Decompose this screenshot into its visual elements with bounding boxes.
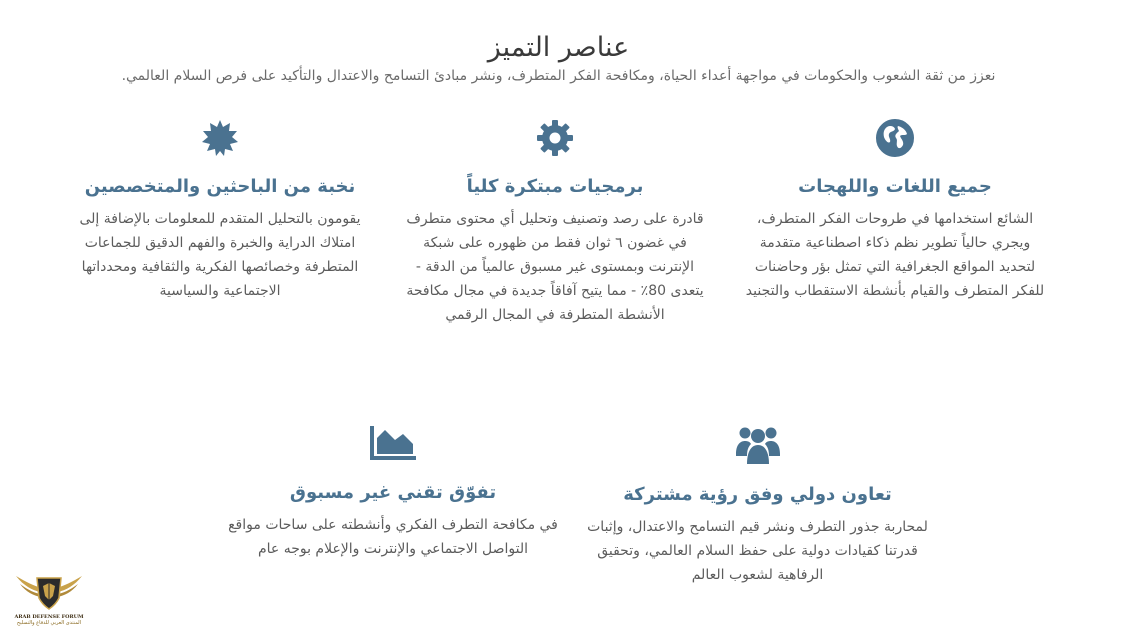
feature-title: نخبة من الباحثين والمتخصصين (84, 176, 356, 197)
arab-defense-forum-logo-icon (8, 570, 90, 614)
feature-text: قادرة على رصد وتصنيف وتحليل أي محتوى متطرف في غضون ٦ ثوان فقط من ظهوره على شبكة الإنترنت وبمستوى غير مسبوق عالمياً من الدقة - يتعدى 80٪ - مما يتيح آفاقاً جديدة في مجال مكافحة الأنشطة المتطرفة في المجال الرقمي (406, 211, 704, 323)
feature-software (405, 118, 705, 327)
globe-icon (875, 118, 915, 158)
badge-icon (200, 118, 240, 158)
feature-languages (745, 118, 1045, 303)
feature-tech-superiority (228, 424, 558, 561)
feature-experts (70, 118, 370, 303)
section-subtitle: نعزز من ثقة الشعوب والحكومات في مواجهة أعداء الحياة، ومكافحة الفكر المتطرف، ونشر مبادئ التسامح والاعتدال والتأكيد على فرص السلام العالمي. (121, 68, 996, 84)
feature-cooperation (580, 424, 935, 587)
section-title: عناصر التميز (487, 32, 630, 63)
site-logo[interactable] (8, 570, 90, 632)
feature-text: لمحاربة جذور التطرف ونشر قيم التسامح والاعتدال، وإثبات قدرتنا كقيادات دولية على حفظ السلام العالمي، وتحقيق الرفاهية لشعوب العالم (587, 519, 928, 583)
gear-icon (535, 118, 575, 158)
feature-title: برمجيات مبتكرة كلياً (466, 176, 644, 197)
users-icon (735, 424, 781, 466)
feature-text: الشائع استخدامها في طروحات الفكر المتطرف، ويجري حالياً تطوير نظم ذكاء اصطناعية متقدمة لتحديد المواقع الجغرافية التي تمثل بؤر وحاضنات للفكر المتطرف والقيام بأنشطة الاستقطاب والتجنيد (745, 211, 1045, 299)
feature-title: جميع اللغات واللهجات (798, 176, 992, 197)
logo-name-ar: المنتدى العربي للدفاع والتسليح (16, 620, 82, 626)
logo-name-en: ARAB DEFENSE FORUM (14, 614, 84, 620)
feature-title: تعاون دولي وفق رؤية مشتركة (623, 484, 892, 505)
feature-text: يقومون بالتحليل المتقدم للمعلومات بالإضافة إلى امتلاك الدراية والخبرة والفهم الدقيق للجماعات المتطرفة وخصائصها الفكرية والثقافية ومحدداتها الاجتماعية والسياسية (79, 211, 361, 299)
feature-title: تفوّق تقني غير مسبوق (289, 482, 497, 503)
area-chart-icon (369, 424, 417, 464)
feature-text: في مكافحة التطرف الفكري وأنشطته على ساحات مواقع التواصل الاجتماعي والإنترنت والإعلام بوجه عام (228, 517, 558, 557)
